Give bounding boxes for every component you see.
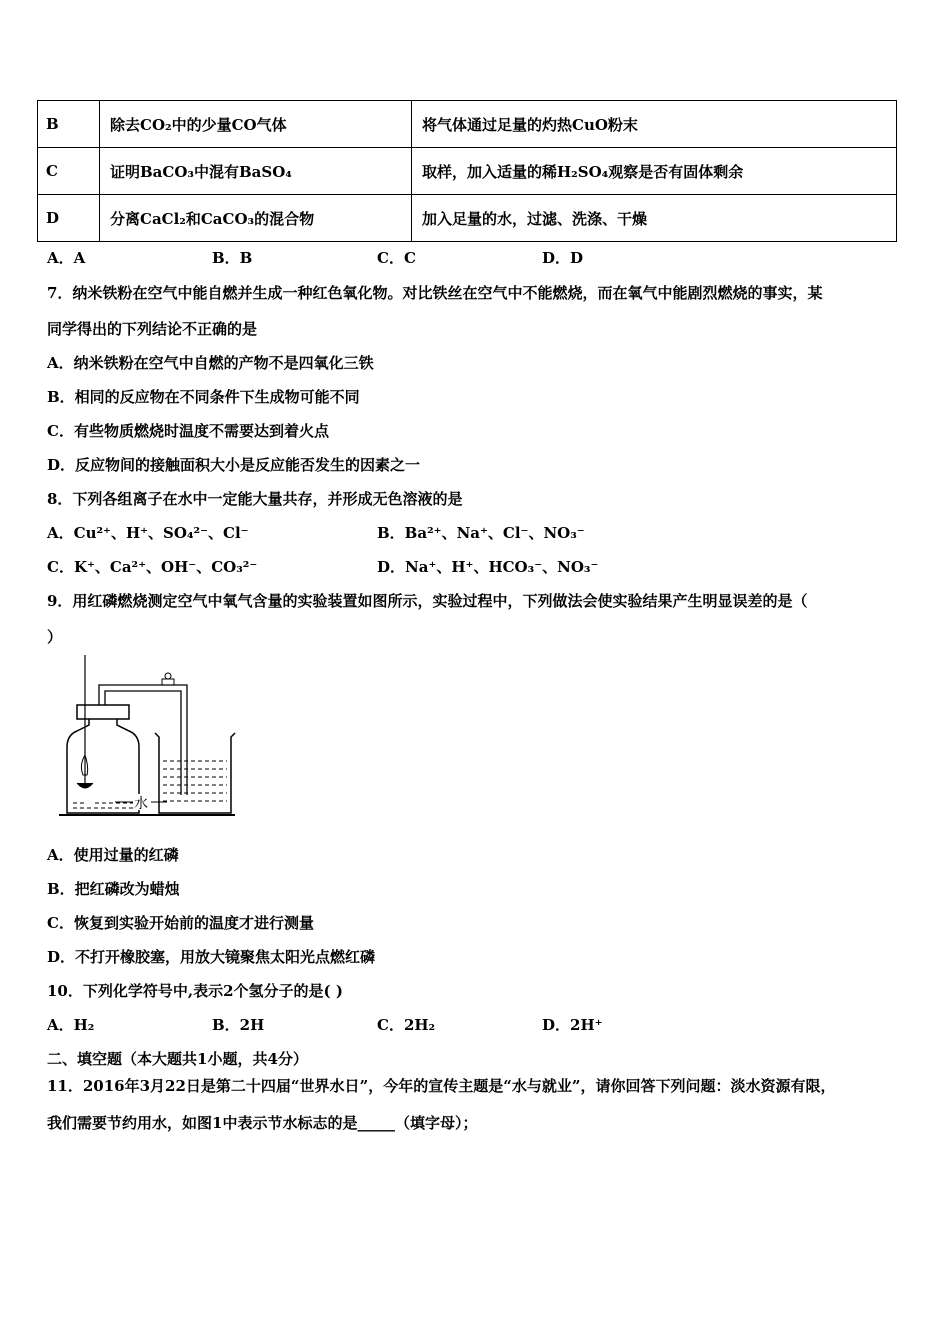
q9-option-c: C．恢复到实验开始前的温度才进行测量 (47, 914, 314, 932)
q10-stem: 10．下列化学符号中,表示2个氢分子的是( ) (47, 982, 343, 1000)
q10-option-c: C．2H₂ (377, 1016, 436, 1034)
gas-jar (67, 717, 139, 813)
row-label: D (38, 195, 100, 242)
row-method: 取样，加入适量的稀H₂SO₄观察是否有固体剩余 (412, 148, 897, 195)
row-method: 加入足量的水，过滤、洗涤、干燥 (412, 195, 897, 242)
q6-option-b: B．B (212, 249, 253, 267)
q7-option-b: B．相同的反应物在不同条件下生成物可能不同 (47, 388, 360, 406)
row-label: B (38, 101, 100, 148)
q7-option-a: A．纳米铁粉在空气中自燃的产物不是四氧化三铁 (47, 354, 374, 372)
q10-option-a: A．H₂ (47, 1016, 95, 1034)
spring-clamp (162, 679, 174, 685)
q6-option-a: A．A (47, 249, 86, 267)
q7-stem-line1: 7．纳米铁粉在空气中能自燃并生成一种红色氧化物。对比铁丝在空气中不能燃烧，而在氧气中能剧烈燃烧的事实，某 (47, 284, 823, 302)
q8-option-c: C．K⁺、Ca²⁺、OH⁻、CO₃²⁻ (47, 558, 258, 576)
table-row (38, 148, 897, 195)
connecting-tube (99, 685, 187, 795)
table-row (38, 101, 897, 148)
q7-option-d: D．反应物间的接触面积大小是反应能否发生的因素之一 (47, 456, 421, 474)
q6-option-c: C．C (377, 249, 416, 267)
row-purpose: 证明BaCO₃中混有BaSO₄ (100, 148, 412, 195)
table-row (38, 195, 897, 242)
q9-option-a: A．使用过量的红磷 (47, 846, 179, 864)
q9-option-b: B．把红磷改为蜡烛 (47, 880, 180, 898)
q10-option-d: D．2H⁺ (542, 1016, 603, 1034)
q11-line2: 我们需要节约用水，如图1中表示节水标志的是_____（填字母）； (47, 1114, 478, 1132)
water-label: 水 (134, 796, 148, 812)
q7-option-c: C．有些物质燃烧时温度不需要达到着火点 (47, 422, 329, 440)
row-label: C (38, 148, 100, 195)
q7-stem-line2: 同学得出的下列结论不正确的是 (47, 320, 258, 338)
q9-stem-line1: 9．用红磷燃烧测定空气中氧气含量的实验装置如图所示，实验过程中，下列做法会使实验结果产生明显误差的是（ (47, 592, 808, 610)
q8-option-a: A．Cu²⁺、H⁺、SO₄²⁻、Cl⁻ (47, 524, 249, 542)
q9-option-d: D．不打开橡胶塞，用放大镜聚焦太阳光点燃红磷 (47, 948, 376, 966)
q8-option-d: D．Na⁺、H⁺、HCO₃⁻、NO₃⁻ (377, 558, 599, 576)
section-heading: 二、填空题（本大题共1小题，共4分） (47, 1050, 308, 1068)
q9-stem-line2: ） (47, 628, 63, 646)
q11-line1: 11．2016年3月22日是第二十四届“世界水日”，今年的宣传主题是“水与就业”，请你回答下列问题：淡水资源有限， (47, 1077, 836, 1095)
red-phosphorus-apparatus-figure (55, 655, 240, 820)
q8-stem: 8．下列各组离子在水中一定能大量共存，并形成无色溶液的是 (47, 490, 463, 508)
q6-table (37, 100, 897, 242)
q8-option-b: B．Ba²⁺、Na⁺、Cl⁻、NO₃⁻ (377, 524, 585, 542)
q10-option-b: B．2H (212, 1016, 265, 1034)
row-purpose: 分离CaCl₂和CaCO₃的混合物 (100, 195, 412, 242)
q6-option-d: D．D (542, 249, 584, 267)
row-method: 将气体通过足量的灼热CuO粉末 (412, 101, 897, 148)
combustion-spoon (77, 783, 93, 788)
row-purpose: 除去CO₂中的少量CO气体 (100, 101, 412, 148)
